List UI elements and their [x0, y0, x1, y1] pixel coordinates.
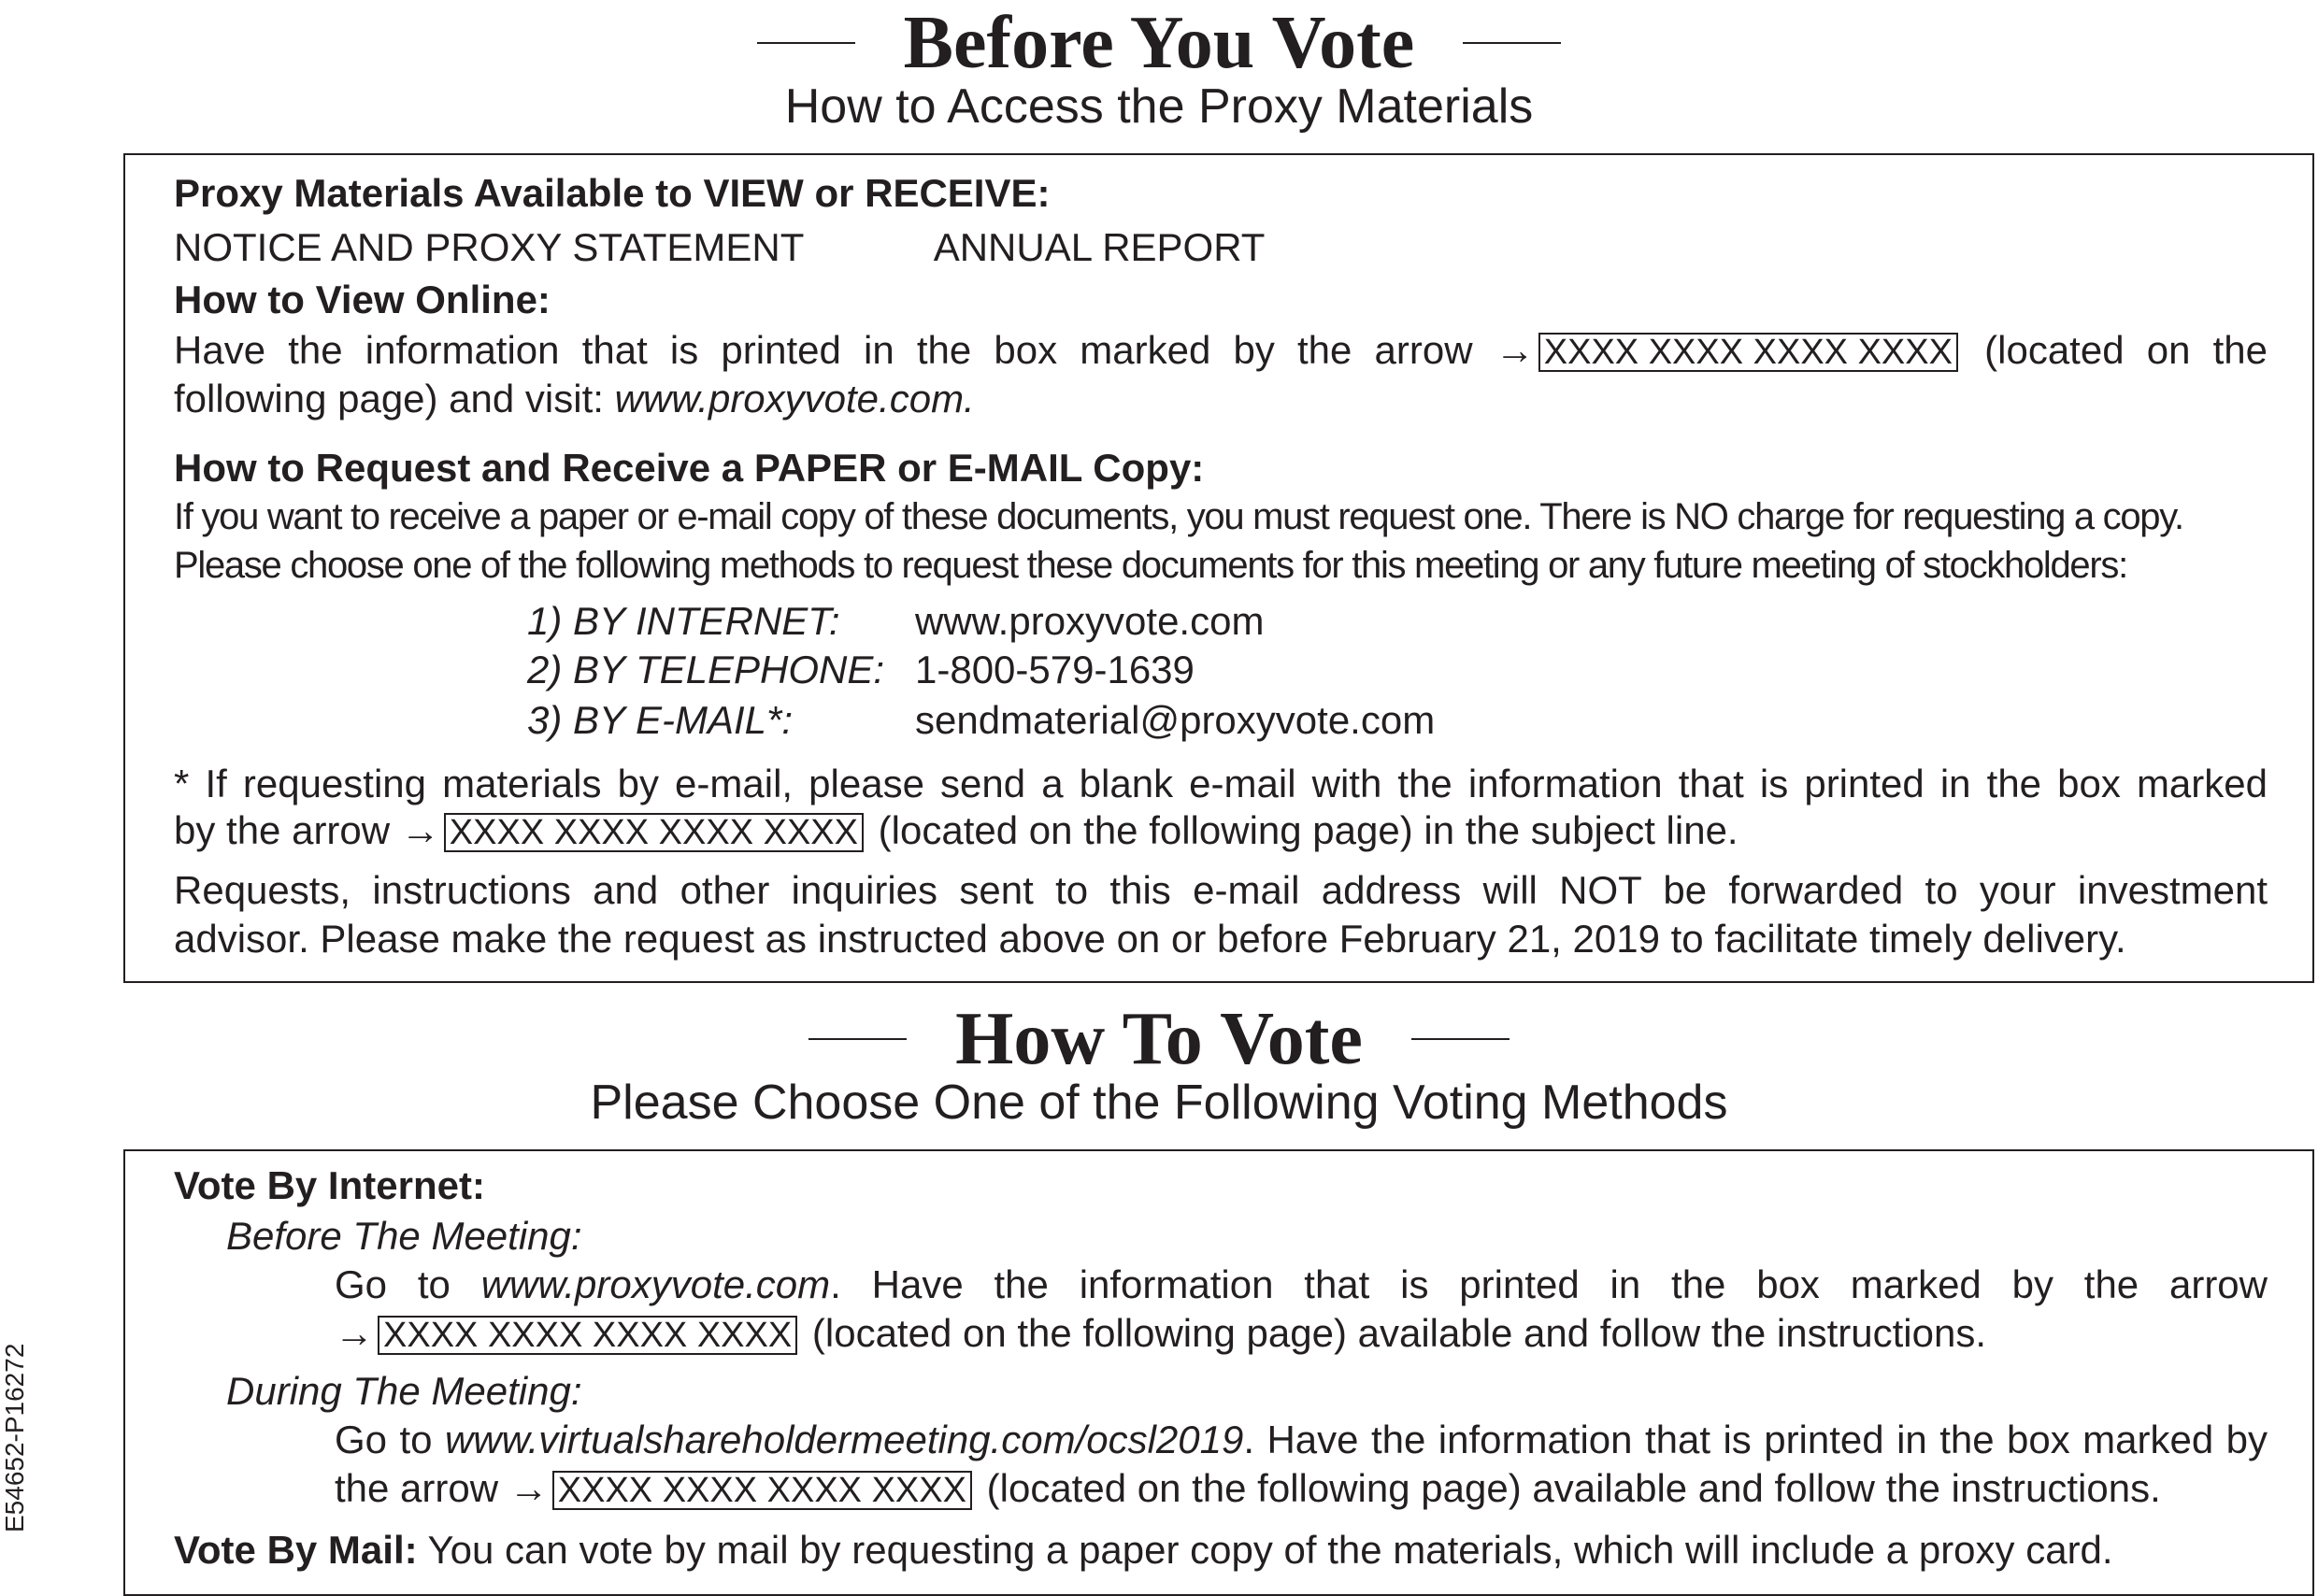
vote-mail-line — [174, 1527, 2268, 1574]
during-meeting-label: During The Meeting: — [226, 1369, 582, 1413]
how-to-vote-heading — [0, 996, 2318, 1082]
method-telephone-label: 2) BY TELEPHONE: — [527, 648, 885, 691]
requests-line2: advisor. Please make the request as instructed above on or before February 21, 2019 to facilitate timely delivery. — [174, 917, 2126, 961]
material-proxy-statement: NOTICE AND PROXY STATEMENT — [174, 225, 804, 269]
during-meeting-line2: the arrow → XXXX XXXX XXXX XXXX (located on the following page) available and follow the instructions. — [335, 1466, 2161, 1510]
method-internet-value[interactable]: www.proxyvote.com — [915, 599, 1265, 643]
request-heading: How to Request and Receive a PAPER or E-MAIL Copy: — [174, 446, 1205, 490]
arrow-icon: → — [400, 808, 440, 852]
materials-list — [174, 224, 2268, 271]
before-meeting-line2: → XXXX XXXX XXXX XXXX (located on the following page) available and follow the instructions. — [335, 1311, 1986, 1355]
before-meeting-label: Before The Meeting: — [226, 1214, 582, 1258]
method-email-value[interactable]: sendmaterial@proxyvote.com — [915, 698, 1436, 742]
method-telephone-value[interactable]: 1-800-579-1639 — [915, 648, 1195, 691]
before-you-vote-heading — [0, 0, 2318, 86]
arrow-icon: → — [335, 1311, 374, 1355]
proxy-materials-box — [123, 153, 2314, 983]
view-online-heading: How to View Online: — [174, 278, 551, 321]
heading-rule-right — [1411, 1038, 1510, 1040]
arrow-icon: → — [1495, 328, 1535, 372]
control-number-box: XXXX XXXX XXXX XXXX — [378, 1316, 797, 1355]
during-meeting-line1: Go to www.virtualshareholdermeeting.com/ocsl2019. Have the information that is printed in the box marked by — [335, 1418, 2268, 1461]
heading-rule-left — [757, 42, 855, 44]
footnote-line1: * If requesting materials by e-mail, please send a blank e-mail with the information that is printed in the box marked — [174, 762, 2268, 805]
requests-line1: Requests, instructions and other inquiries sent to this e-mail address will NOT be forwarded to your investment — [174, 868, 2268, 912]
vote-internet-heading: Vote By Internet: — [174, 1163, 485, 1207]
request-text-line2: Please choose one of the following methods to request these documents for this meeting or any future meeting of stockholders: — [174, 545, 2127, 586]
proxyvote-link[interactable]: www.proxyvote.com. — [614, 377, 975, 420]
control-number-box: XXXX XXXX XXXX XXXX — [444, 813, 864, 852]
view-online-text-line2: following page) and visit: www.proxyvote.com. — [174, 377, 975, 420]
virtual-meeting-link[interactable]: www.virtualshareholdermeeting.com/ocsl2019 — [444, 1418, 1244, 1461]
before-meeting-line1: Go to www.proxyvote.com. Have the information that is printed in the box marked by the arrow — [335, 1262, 2268, 1306]
before-you-vote-subtitle: How to Access the Proxy Materials — [784, 79, 1534, 134]
how-to-vote-title: How To Vote — [955, 998, 1363, 1080]
how-to-vote-subtitle: Please Choose One of the Following Voting Methods — [590, 1076, 1728, 1130]
materials-heading: Proxy Materials Available to VIEW or RECEIVE: — [174, 171, 1051, 215]
heading-rule-left — [808, 1038, 907, 1040]
footnote-line2: by the arrow → XXXX XXXX XXXX XXXX (located on the following page) in the subject line. — [174, 808, 1738, 852]
control-number-box: XXXX XXXX XXXX XXXX — [552, 1471, 972, 1510]
control-number-box: XXXX XXXX XXXX XXXX — [1538, 333, 1958, 372]
material-annual-report: ANNUAL REPORT — [933, 225, 1266, 269]
before-you-vote-title: Before You Vote — [903, 2, 1415, 84]
voting-methods-box — [123, 1149, 2314, 1596]
vote-mail-text: You can vote by mail by requesting a paper copy of the materials, which will include a proxy card. — [427, 1528, 2113, 1572]
method-email-label: 3) BY E-MAIL*: — [527, 698, 793, 742]
request-text-line1: If you want to receive a paper or e-mail copy of these documents, you must request one. There is NO charge for requesting a copy. — [174, 496, 2183, 537]
job-code: E54652-P16272 — [0, 1343, 29, 1532]
arrow-icon: → — [508, 1466, 549, 1510]
vote-mail-heading: Vote By Mail: — [174, 1528, 418, 1572]
method-internet-label: 1) BY INTERNET: — [527, 599, 840, 643]
heading-rule-right — [1463, 42, 1561, 44]
proxyvote-link[interactable]: www.proxyvote.com — [480, 1262, 831, 1306]
view-online-text-line1: Have the information that is printed in the box marked by the arrow → XXXX XXXX XXXX XXXX (located on the — [174, 328, 2268, 372]
